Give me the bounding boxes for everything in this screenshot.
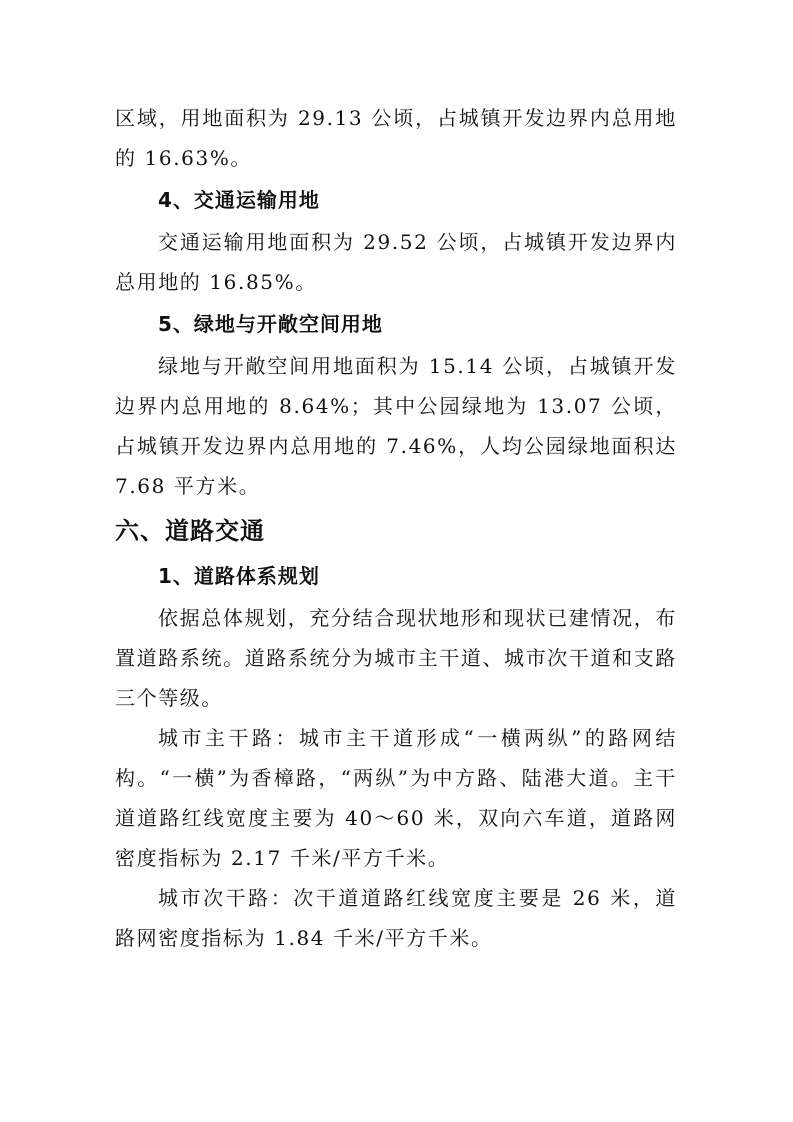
paragraph-secondary-road: 城市次干路：次干道道路红线宽度主要是 26 米，道路网密度指标为 1.84 千米/平方千米。 (115, 886, 677, 950)
section-heading-road-traffic: 六、道路交通 (115, 517, 265, 545)
paragraph-road-system: 依据总体规划，充分结合现状地形和现状已建情况，布置道路系统。道路系统分为城市主干道、城市次干道和支路三个等级。 (115, 606, 677, 710)
heading-road-system-planning: 1、道路体系规划 (158, 564, 320, 588)
paragraph-main-road: 城市主干路：城市主干道形成“一横两纵”的路网结构。“一横”为香樟路，“两纵”为中方路、陆港大道。主干道道路红线宽度主要为 40～60 米，双向六车道，道路网密度指标为 2.17 千米/平方千米。 (115, 726, 677, 870)
heading-transport-land: 4、交通运输用地 (158, 188, 320, 212)
paragraph-green-space: 绿地与开敞空间用地面积为 15.14 公顷，占城镇开发边界内总用地的 8.64%；其中公园绿地为 13.07 公顷，占城镇开发边界内总用地的 7.46%，人均公园绿地面积达 7.68 平方米。 (115, 354, 677, 498)
heading-green-space: 5、绿地与开敞空间用地 (158, 312, 383, 336)
paragraph-transport-land: 交通运输用地面积为 29.52 公顷，占城镇开发边界内总用地的 16.85%。 (115, 230, 677, 294)
document-body (115, 98, 677, 958)
paragraph-continued: 区域，用地面积为 29.13 公顷，占城镇开发边界内总用地的 16.63%。 (115, 106, 677, 170)
